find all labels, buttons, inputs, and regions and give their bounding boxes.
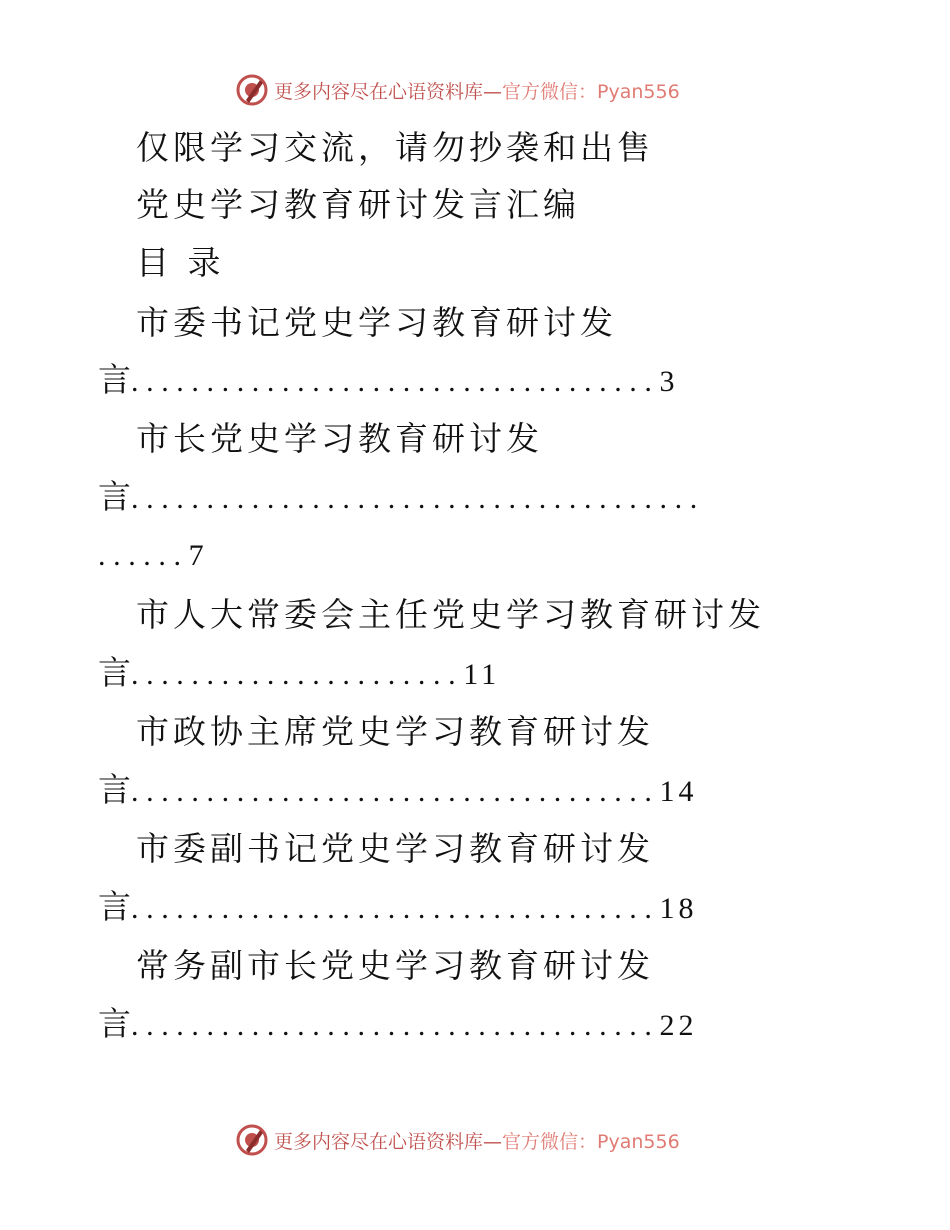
toc-entry-title: 市委书记党史学习教育研讨发 [136,303,617,342]
dot-leader: ................................... [131,1009,660,1042]
watermark-text: 更多内容尽在心语资料库—官方微信：Pyan556 [274,80,680,103]
page-number: 14 [659,775,698,808]
toc-entry-leader: 言...................................18 [98,887,698,926]
dot-leader: ...................... [131,658,464,691]
dot-leader: ...................................... [131,482,705,515]
toc-heading: 目 录 [136,243,225,282]
notice-line: 仅限学习交流，请勿抄袭和出售 [136,128,654,167]
footer-watermark [236,1122,680,1158]
document-title: 党史学习教育研讨发言汇编 [136,185,580,224]
toc-entry-title: 常务副市长党史学习教育研讨发 [136,946,654,985]
watermark-text: 更多内容尽在心语资料库—官方微信：Pyan556 [274,1130,680,1153]
toc-entry-title: 市长党史学习教育研讨发 [136,419,543,458]
toc-entry-leader: 言......................11 [98,653,501,692]
page-number: 11 [463,658,501,691]
toc-entry-title: 市人大常委会主任党史学习教育研讨发 [136,595,765,634]
toc-entry-leader: 言...................................14 [98,770,698,809]
dot-leader: ...... [98,539,189,572]
dot-leader: ................................... [131,365,660,398]
header-watermark [236,72,680,108]
toc-entry-leader-continued [98,536,211,580]
toc-entry-leader: 言...................................... [98,477,705,516]
page-number: 3 [659,365,679,398]
dot-leader: ................................... [131,775,660,808]
pen-logo-icon [236,74,268,106]
dot-leader: ................................... [131,892,660,925]
toc-entry-title: 市委副书记党史学习教育研讨发 [136,829,654,868]
page-number: 7 [188,539,212,572]
page-number: 22 [659,1009,698,1042]
pen-logo-icon [236,1124,268,1156]
toc-entry-leader: 言...................................3 [98,360,679,399]
toc-entry-leader: 言...................................22 [98,1004,698,1043]
toc-entry-title: 市政协主席党史学习教育研讨发 [136,712,654,751]
page-number: 18 [659,892,698,925]
